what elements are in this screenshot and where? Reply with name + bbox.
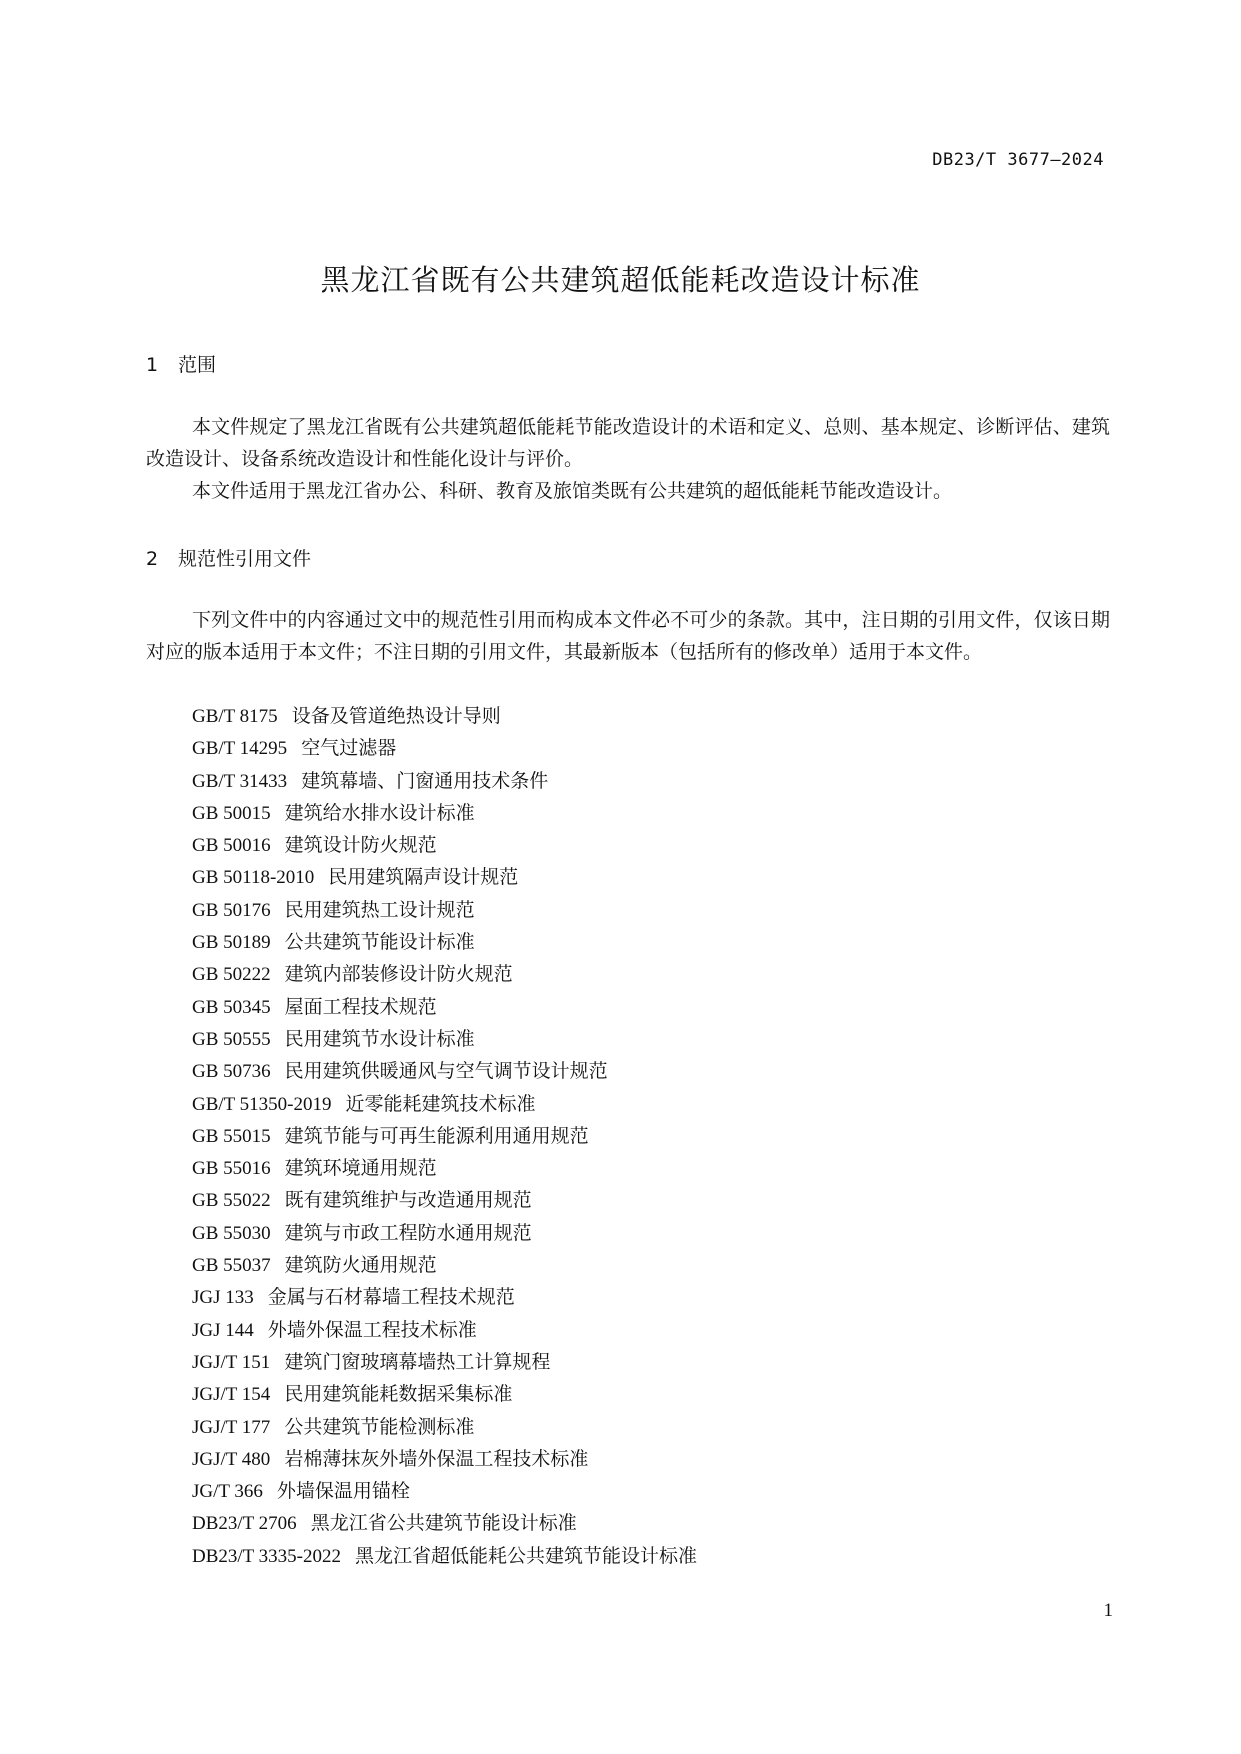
reference-item: [192, 1152, 697, 1184]
reference-list: [192, 700, 697, 1572]
reference-item: [192, 1281, 697, 1313]
reference-item: [192, 1249, 697, 1281]
reference-item: [192, 1055, 697, 1087]
reference-item: [192, 1120, 697, 1152]
document-title: 黑龙江省既有公共建筑超低能耗改造设计标准: [320, 263, 921, 297]
reference-code: GB/T 14295: [192, 738, 288, 760]
reference-title: 民用建筑能耗数据采集标准: [284, 1383, 513, 1406]
reference-title: 公共建筑节能检测标准: [284, 1415, 475, 1438]
reference-title: 公共建筑节能设计标准: [284, 931, 475, 954]
reference-item: [192, 1411, 697, 1443]
reference-item: [192, 700, 697, 732]
reference-item: [192, 1378, 697, 1410]
reference-code: JGJ/T 480: [192, 1448, 271, 1470]
reference-code: GB 50345: [192, 996, 271, 1018]
reference-code: JGJ/T 154: [192, 1384, 271, 1406]
section-heading: [146, 350, 216, 377]
reference-code: GB/T 8175: [192, 706, 278, 727]
reference-title: 建筑与市政工程防水通用规范: [284, 1221, 532, 1244]
section-title: 规范性引用文件: [178, 548, 312, 570]
reference-item: [192, 991, 697, 1023]
section-title: 范围: [178, 354, 217, 376]
reference-code: JG/T 366: [192, 1481, 263, 1503]
reference-item: [192, 1540, 697, 1572]
reference-title: 建筑幕墙、门窗通用技术条件: [301, 769, 549, 792]
reference-item: [192, 1507, 697, 1539]
reference-code: GB 50015: [192, 802, 271, 824]
reference-item: [192, 829, 697, 861]
reference-item: [192, 1475, 697, 1507]
reference-code: JGJ/T 177: [192, 1416, 271, 1438]
reference-item: [192, 958, 697, 990]
reference-item: [192, 1443, 697, 1475]
reference-code: GB/T 31433: [192, 770, 288, 792]
reference-code: DB23/T 2706: [192, 1513, 297, 1535]
reference-code: GB/T 51350-2019: [192, 1093, 332, 1115]
reference-item: [192, 1346, 697, 1378]
reference-title: 设备及管道绝热设计导则: [291, 705, 501, 727]
reference-code: GB 55037: [192, 1255, 271, 1277]
reference-item: [192, 797, 697, 829]
reference-title: 民用建筑热工设计规范: [284, 898, 475, 921]
reference-code: GB 55030: [192, 1222, 271, 1244]
reference-code: GB 50555: [192, 1028, 271, 1050]
reference-item: [192, 926, 697, 958]
reference-item: [192, 894, 697, 926]
reference-title: 建筑给水排水设计标准: [284, 801, 475, 824]
reference-code: GB 50222: [192, 964, 271, 986]
document-code: DB23/T 3677—2024: [932, 150, 1104, 170]
reference-code: GB 50176: [192, 899, 271, 921]
reference-title: 建筑防火通用规范: [284, 1254, 437, 1277]
reference-item: [192, 861, 697, 893]
reference-item: [192, 732, 697, 764]
section-heading: [146, 544, 311, 571]
reference-title: 建筑门窗玻璃幕墙热工计算规程: [284, 1350, 551, 1373]
reference-title: 民用建筑节水设计标准: [284, 1027, 475, 1050]
reference-title: 黑龙江省公共建筑节能设计标准: [310, 1512, 577, 1535]
reference-item: [192, 1217, 697, 1249]
reference-code: GB 50736: [192, 1061, 271, 1083]
reference-title: 建筑内部装修设计防火规范: [284, 963, 513, 986]
reference-item: [192, 1088, 697, 1120]
reference-title: 屋面工程技术规范: [284, 995, 437, 1018]
reference-title: 近零能耗建筑技术标准: [345, 1092, 536, 1115]
reference-code: GB 50016: [192, 835, 271, 857]
paragraph: 下列文件中的内容通过文中的规范性引用而构成本文件必不可少的条款。其中，注日期的引用文件，仅该日期对应的版本适用于本文件；不注日期的引用文件，其最新版本（包括所有的修改单）适用于本文件。: [146, 609, 1110, 663]
reference-title: 既有建筑维护与改造通用规范: [284, 1189, 532, 1212]
reference-title: 空气过滤器: [301, 737, 397, 760]
reference-title: 建筑设计防火规范: [284, 834, 437, 857]
reference-code: GB 50189: [192, 932, 271, 954]
reference-title: 民用建筑隔声设计规范: [328, 866, 519, 889]
reference-item: [192, 1314, 697, 1346]
reference-title: 民用建筑供暖通风与空气调节设计规范: [284, 1060, 608, 1083]
reference-title: 岩棉薄抹灰外墙外保温工程技术标准: [284, 1447, 589, 1470]
reference-code: JGJ/T 151: [192, 1351, 271, 1373]
reference-code: GB 50118-2010: [192, 867, 315, 889]
page-number: 1: [1103, 1600, 1113, 1621]
reference-code: DB23/T 3335-2022: [192, 1545, 342, 1567]
reference-title: 建筑节能与可再生能源利用通用规范: [284, 1124, 589, 1147]
reference-title: 外墙外保温工程技术标准: [267, 1318, 477, 1341]
reference-title: 黑龙江省超低能耗公共建筑节能设计标准: [355, 1544, 698, 1567]
reference-title: 金属与石材幕墙工程技术规范: [267, 1286, 515, 1309]
reference-code: JGJ 133: [192, 1287, 254, 1309]
reference-code: GB 55022: [192, 1190, 271, 1212]
section-number: 1: [146, 354, 159, 376]
reference-item: [192, 1023, 697, 1055]
section-number: 2: [146, 548, 159, 570]
reference-code: GB 55015: [192, 1125, 271, 1147]
reference-code: JGJ 144: [192, 1319, 254, 1341]
paragraph: 本文件适用于黑龙江省办公、科研、教育及旅馆类既有公共建筑的超低能耗节能改造设计。: [192, 480, 953, 502]
reference-title: 建筑环境通用规范: [284, 1157, 437, 1180]
paragraph: 本文件规定了黑龙江省既有公共建筑超低能耗节能改造设计的术语和定义、总则、基本规定、诊断评估、建筑改造设计、设备系统改造设计和性能化设计与评价。: [146, 416, 1110, 470]
reference-item: [192, 765, 697, 797]
reference-code: GB 55016: [192, 1158, 271, 1180]
reference-item: [192, 1184, 697, 1216]
reference-title: 外墙保温用锚栓: [276, 1480, 410, 1503]
